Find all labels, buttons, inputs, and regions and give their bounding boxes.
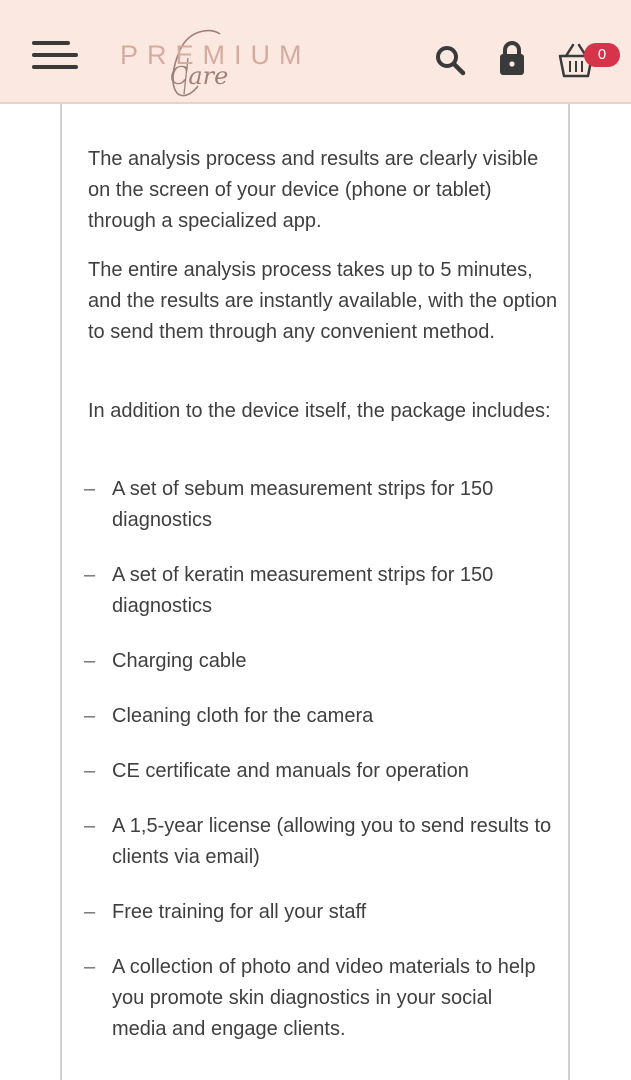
cart-button[interactable]: [558, 40, 620, 80]
list-item-text: A 1,5-year license (allowing you to send results to clients via email): [112, 815, 552, 868]
description-paragraph: The analysis process and results are clearly visible on the screen of your device (phone or tablet) through a specialized app.: [88, 148, 539, 232]
list-marker: –: [84, 956, 96, 978]
list-marker: –: [84, 815, 96, 837]
search-icon[interactable]: [434, 44, 466, 76]
lock-icon-graphic: [497, 40, 527, 76]
logo-wordmark: PREMIUM: [120, 40, 311, 70]
list-item-text: Cleaning cloth for the camera: [112, 705, 374, 727]
list-item-text: A set of keratin measurement strips for 150 diagnostics: [112, 564, 494, 617]
list-marker: –: [84, 760, 96, 782]
list-item-text: Free training for all your staff: [112, 901, 367, 923]
hamburger-menu-icon[interactable]: [32, 41, 78, 73]
description-paragraph: The entire analysis process takes up to 5 minutes, and the results are instantly available, with the option to send them through any convenient method.: [88, 259, 558, 343]
product-description: [60, 104, 570, 1080]
lock-icon[interactable]: [497, 40, 527, 76]
menu-line: [32, 41, 70, 45]
list-marker: –: [84, 650, 96, 672]
list-item-text: A collection of photo and video materials to help you promote skin diagnostics in your social media and engage clients.: [112, 956, 536, 1040]
list-marker: –: [84, 901, 96, 923]
list-marker: –: [84, 705, 96, 727]
list-item-text: A set of sebum measurement strips for 150 diagnostics: [112, 478, 494, 531]
list-item-text: CE certificate and manuals for operation: [112, 760, 469, 782]
logo-script-text: Care: [170, 62, 229, 90]
site-header: [0, 0, 631, 104]
list-marker: –: [84, 478, 96, 500]
list-marker: –: [84, 564, 96, 586]
package-intro: In addition to the device itself, the package includes:: [88, 400, 551, 422]
menu-line: [32, 65, 78, 69]
list-item-text: Charging cable: [112, 650, 247, 672]
menu-line: [32, 53, 78, 57]
brand-logo[interactable]: [118, 28, 311, 100]
cart-count-badge: 0: [584, 43, 620, 67]
search-icon-graphic: [434, 44, 466, 76]
